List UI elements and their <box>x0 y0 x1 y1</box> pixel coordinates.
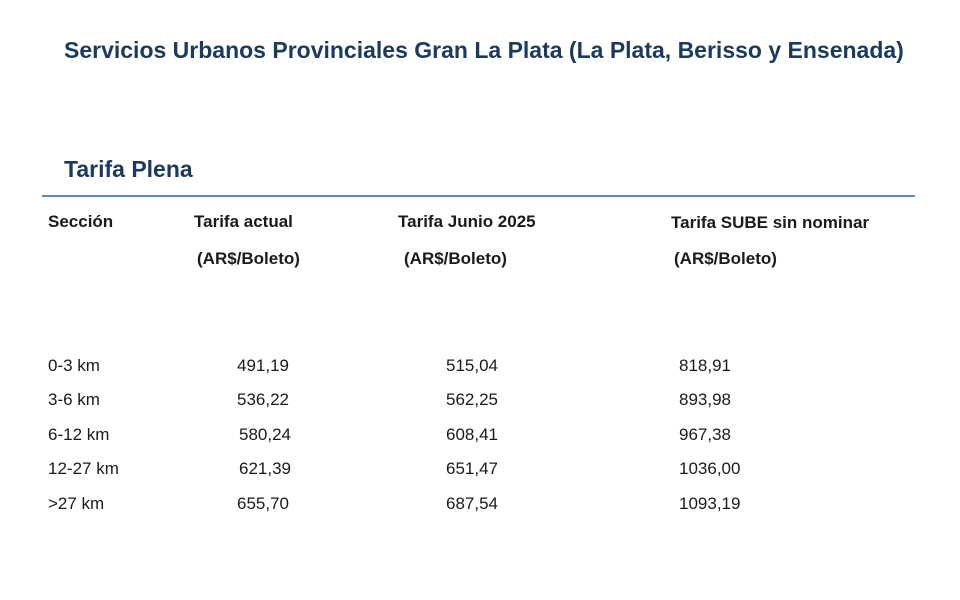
header-tarifa-junio: Tarifa Junio 2025 <box>398 212 536 231</box>
cell-tarifa-junio: 687,54 <box>446 494 498 513</box>
cell-tarifa-actual: 580,24 <box>239 425 291 444</box>
header-tarifa-actual-unit: (AR$/Boleto) <box>197 249 300 268</box>
table-row <box>0 459 960 489</box>
cell-seccion: 0-3 km <box>48 356 100 375</box>
cell-tarifa-junio: 608,41 <box>446 425 498 444</box>
header-tarifa-junio-unit: (AR$/Boleto) <box>404 249 507 268</box>
table-row <box>0 356 960 386</box>
cell-seccion: >27 km <box>48 494 105 513</box>
header-seccion: Sección <box>48 212 114 231</box>
cell-tarifa-sube: 1036,00 <box>679 459 741 478</box>
cell-tarifa-junio: 515,04 <box>446 356 498 375</box>
cell-tarifa-actual: 536,22 <box>237 390 289 409</box>
section-title: Tarifa Plena <box>64 156 193 182</box>
table-row <box>0 494 960 524</box>
cell-seccion: 3-6 km <box>48 390 100 409</box>
header-tarifa-actual: Tarifa actual <box>194 212 293 231</box>
cell-tarifa-sube: 818,91 <box>679 356 731 375</box>
cell-tarifa-junio: 651,47 <box>446 459 498 478</box>
page-title: Servicios Urbanos Provinciales Gran La Plata (La Plata, Berisso y Ensenada) <box>64 37 904 63</box>
table-row <box>0 425 960 455</box>
cell-tarifa-actual: 621,39 <box>239 459 291 478</box>
header-tarifa-sube-unit: (AR$/Boleto) <box>674 249 777 268</box>
cell-tarifa-sube: 893,98 <box>679 390 731 409</box>
header-tarifa-sube: Tarifa SUBE sin nominar <box>671 213 870 232</box>
cell-tarifa-junio: 562,25 <box>446 390 498 409</box>
table-row <box>0 390 960 420</box>
cell-tarifa-sube: 967,38 <box>679 425 731 444</box>
cell-tarifa-actual: 655,70 <box>237 494 289 513</box>
cell-tarifa-actual: 491,19 <box>237 356 289 375</box>
cell-seccion: 6-12 km <box>48 425 110 444</box>
cell-seccion: 12-27 km <box>48 459 119 478</box>
divider <box>42 195 915 197</box>
cell-tarifa-sube: 1093,19 <box>679 494 741 513</box>
